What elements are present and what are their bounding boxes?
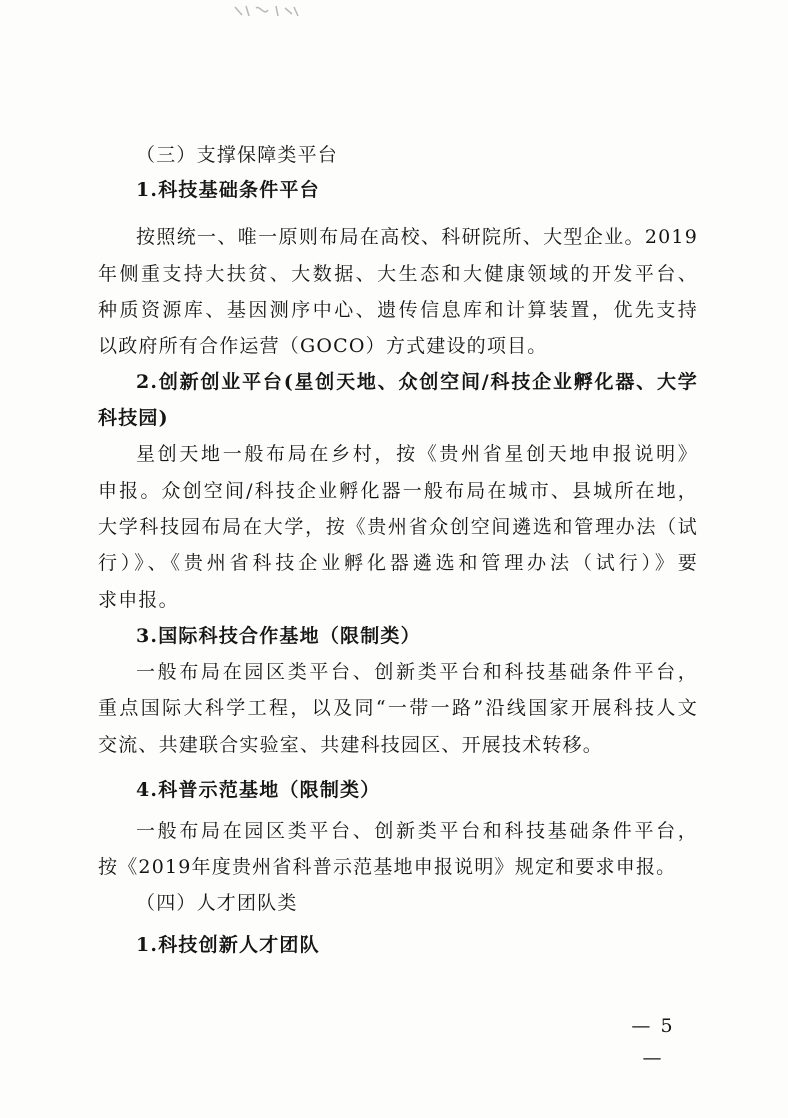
item-2-body-line-1: 星创天地一般布局在乡村，按《贵州省星创天地申报说明》 [136,443,698,465]
item-1-body-line-1: 按照统一、唯一原则布局在高校、科研院所、大型企业。2019 [136,226,698,248]
item-4-body-line-2: 按《2019年度贵州省科普示范基地申报说明》规定和要求申报。 [98,856,677,878]
item-5-heading: 1.科技创新人才团队 [136,934,320,956]
item-3-body-line-2: 重点国际大科学工程，以及同“一带一路”沿线国家开展科技人文 [98,697,698,719]
item-1-body-line-4: 以政府所有合作运营（GOCO）方式建设的项目。 [98,335,548,357]
item-2-heading-line-1: 2.创新创业平台(星创天地、众创空间/科技企业孵化器、大学 [136,371,698,393]
item-2-body-line-2: 申报。众创空间/科技企业孵化器一般布局在城市、县城所在地， [98,480,698,502]
section-3-heading: （三）支撑保障类平台 [136,144,339,166]
section-4-heading: （四）人才团队类 [136,892,298,914]
page-number: — 5 — [631,1015,675,1069]
item-1-heading: 1.科技基础条件平台 [136,179,320,201]
item-4-body-line-1: 一般布局在园区类平台、创新类平台和科技基础条件平台， [136,820,698,842]
item-3-body-line-1: 一般布局在园区类平台、创新类平台和科技基础条件平台， [136,661,698,683]
item-3-body-line-3: 交流、共建联合实验室、共建科技园区、开展技术转移。 [98,734,604,756]
item-2-body-line-4: 行）》、《贵州省科技企业孵化器遴选和管理办法（试行）》要 [98,552,698,574]
item-1-body-line-3: 种质资源库、基因测序中心、遗传信息库和计算装置，优先支持 [98,299,698,321]
item-3-heading: 3.国际科技合作基地（限制类） [136,625,421,647]
item-4-heading: 4.科普示范基地（限制类） [136,779,381,801]
stamp-mark-fragment [232,4,302,18]
item-1-body-line-2: 年侧重支持大扶贫、大数据、大生态和大健康领域的开发平台、 [98,263,698,285]
item-2-heading-line-2: 科技园) [98,407,169,429]
item-2-body-line-5: 求申报。 [98,589,179,611]
item-2-body-line-3: 大学科技园布局在大学，按《贵州省众创空间遴选和管理办法（试 [98,516,698,538]
